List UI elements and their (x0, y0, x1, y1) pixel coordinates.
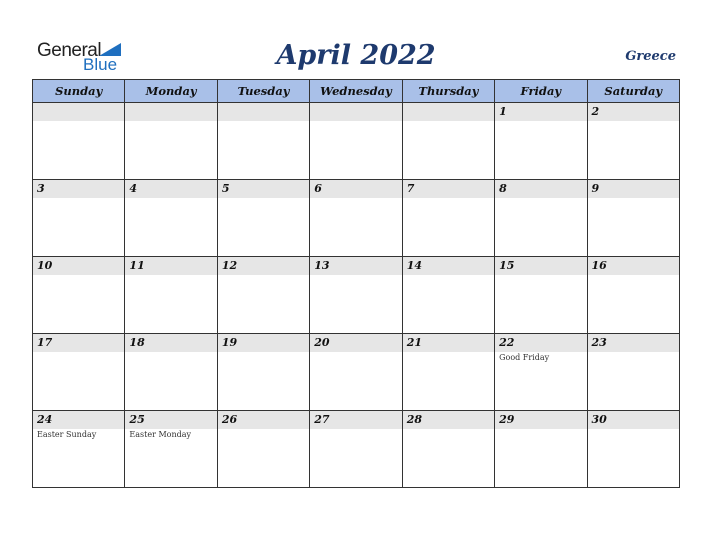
event-label: Easter Monday (129, 430, 192, 439)
day-cell (310, 334, 402, 411)
day-cell (310, 257, 402, 334)
day-cell (310, 180, 402, 257)
day-cell (495, 334, 587, 411)
day-number (403, 103, 494, 121)
day-number: 29 (495, 411, 586, 429)
day-number: 1 (495, 103, 586, 121)
day-cell (217, 411, 309, 488)
day-number: 10 (33, 257, 124, 275)
day-number: 6 (310, 180, 401, 198)
day-number: 4 (125, 180, 216, 198)
day-cell (125, 103, 217, 180)
week-row (33, 103, 680, 180)
day-number: 9 (588, 180, 679, 198)
day-cell (125, 411, 217, 488)
day-cell (125, 180, 217, 257)
day-number: 25 (125, 411, 216, 429)
week-row (33, 257, 680, 334)
day-number: 23 (588, 334, 679, 352)
day-number: 14 (403, 257, 494, 275)
calendar-grid (32, 79, 680, 488)
day-number: 15 (495, 257, 586, 275)
country-label: Greece (625, 49, 676, 64)
weekday-header: Sunday (33, 80, 125, 103)
day-number: 17 (33, 334, 124, 352)
day-number: 30 (588, 411, 679, 429)
day-cell (33, 411, 125, 488)
day-number: 8 (495, 180, 586, 198)
week-row (33, 180, 680, 257)
day-cell (125, 257, 217, 334)
day-number: 16 (588, 257, 679, 275)
day-cell (495, 180, 587, 257)
day-cell (402, 257, 494, 334)
weekday-header-row (33, 80, 680, 103)
day-cell (217, 103, 309, 180)
day-number: 5 (218, 180, 309, 198)
day-number: 27 (310, 411, 401, 429)
weekday-header: Monday (125, 80, 217, 103)
weekday-header: Thursday (402, 80, 494, 103)
day-number (125, 103, 216, 121)
day-cell (402, 411, 494, 488)
day-cell (310, 103, 402, 180)
day-cell (310, 411, 402, 488)
day-number: 3 (33, 180, 124, 198)
logo-text-blue: Blue (83, 55, 118, 74)
day-cell (33, 257, 125, 334)
day-cell (33, 334, 125, 411)
day-number (33, 103, 124, 121)
day-number: 24 (33, 411, 124, 429)
week-row (33, 411, 680, 488)
day-number: 28 (403, 411, 494, 429)
day-cell (495, 257, 587, 334)
day-number: 22 (495, 334, 586, 352)
day-cell (587, 180, 679, 257)
day-cell (495, 411, 587, 488)
day-number (310, 103, 401, 121)
day-cell (402, 180, 494, 257)
day-cell (33, 180, 125, 257)
day-cell (125, 334, 217, 411)
day-cell (217, 180, 309, 257)
weekday-header: Wednesday (310, 80, 402, 103)
day-cell (217, 257, 309, 334)
day-number: 12 (218, 257, 309, 275)
day-cell (587, 103, 679, 180)
day-cell (495, 103, 587, 180)
event-label: Easter Sunday (37, 430, 97, 439)
day-number: 11 (125, 257, 216, 275)
day-cell (217, 334, 309, 411)
logo-text-general: General (37, 40, 102, 61)
weekday-header: Saturday (587, 80, 679, 103)
day-number: 21 (403, 334, 494, 352)
day-cell (402, 103, 494, 180)
day-cell (587, 257, 679, 334)
day-number: 26 (218, 411, 309, 429)
day-number: 18 (125, 334, 216, 352)
day-number (218, 103, 309, 121)
day-cell (33, 103, 125, 180)
day-cell (402, 334, 494, 411)
calendar-title: April 2022 (276, 40, 436, 71)
day-number: 7 (403, 180, 494, 198)
day-number: 2 (588, 103, 679, 121)
day-number: 13 (310, 257, 401, 275)
day-cell (587, 334, 679, 411)
day-number: 19 (218, 334, 309, 352)
weekday-header: Tuesday (217, 80, 309, 103)
day-number: 20 (310, 334, 401, 352)
day-cell (587, 411, 679, 488)
week-row (33, 334, 680, 411)
event-label: Good Friday (499, 353, 550, 362)
weekday-header: Friday (495, 80, 587, 103)
